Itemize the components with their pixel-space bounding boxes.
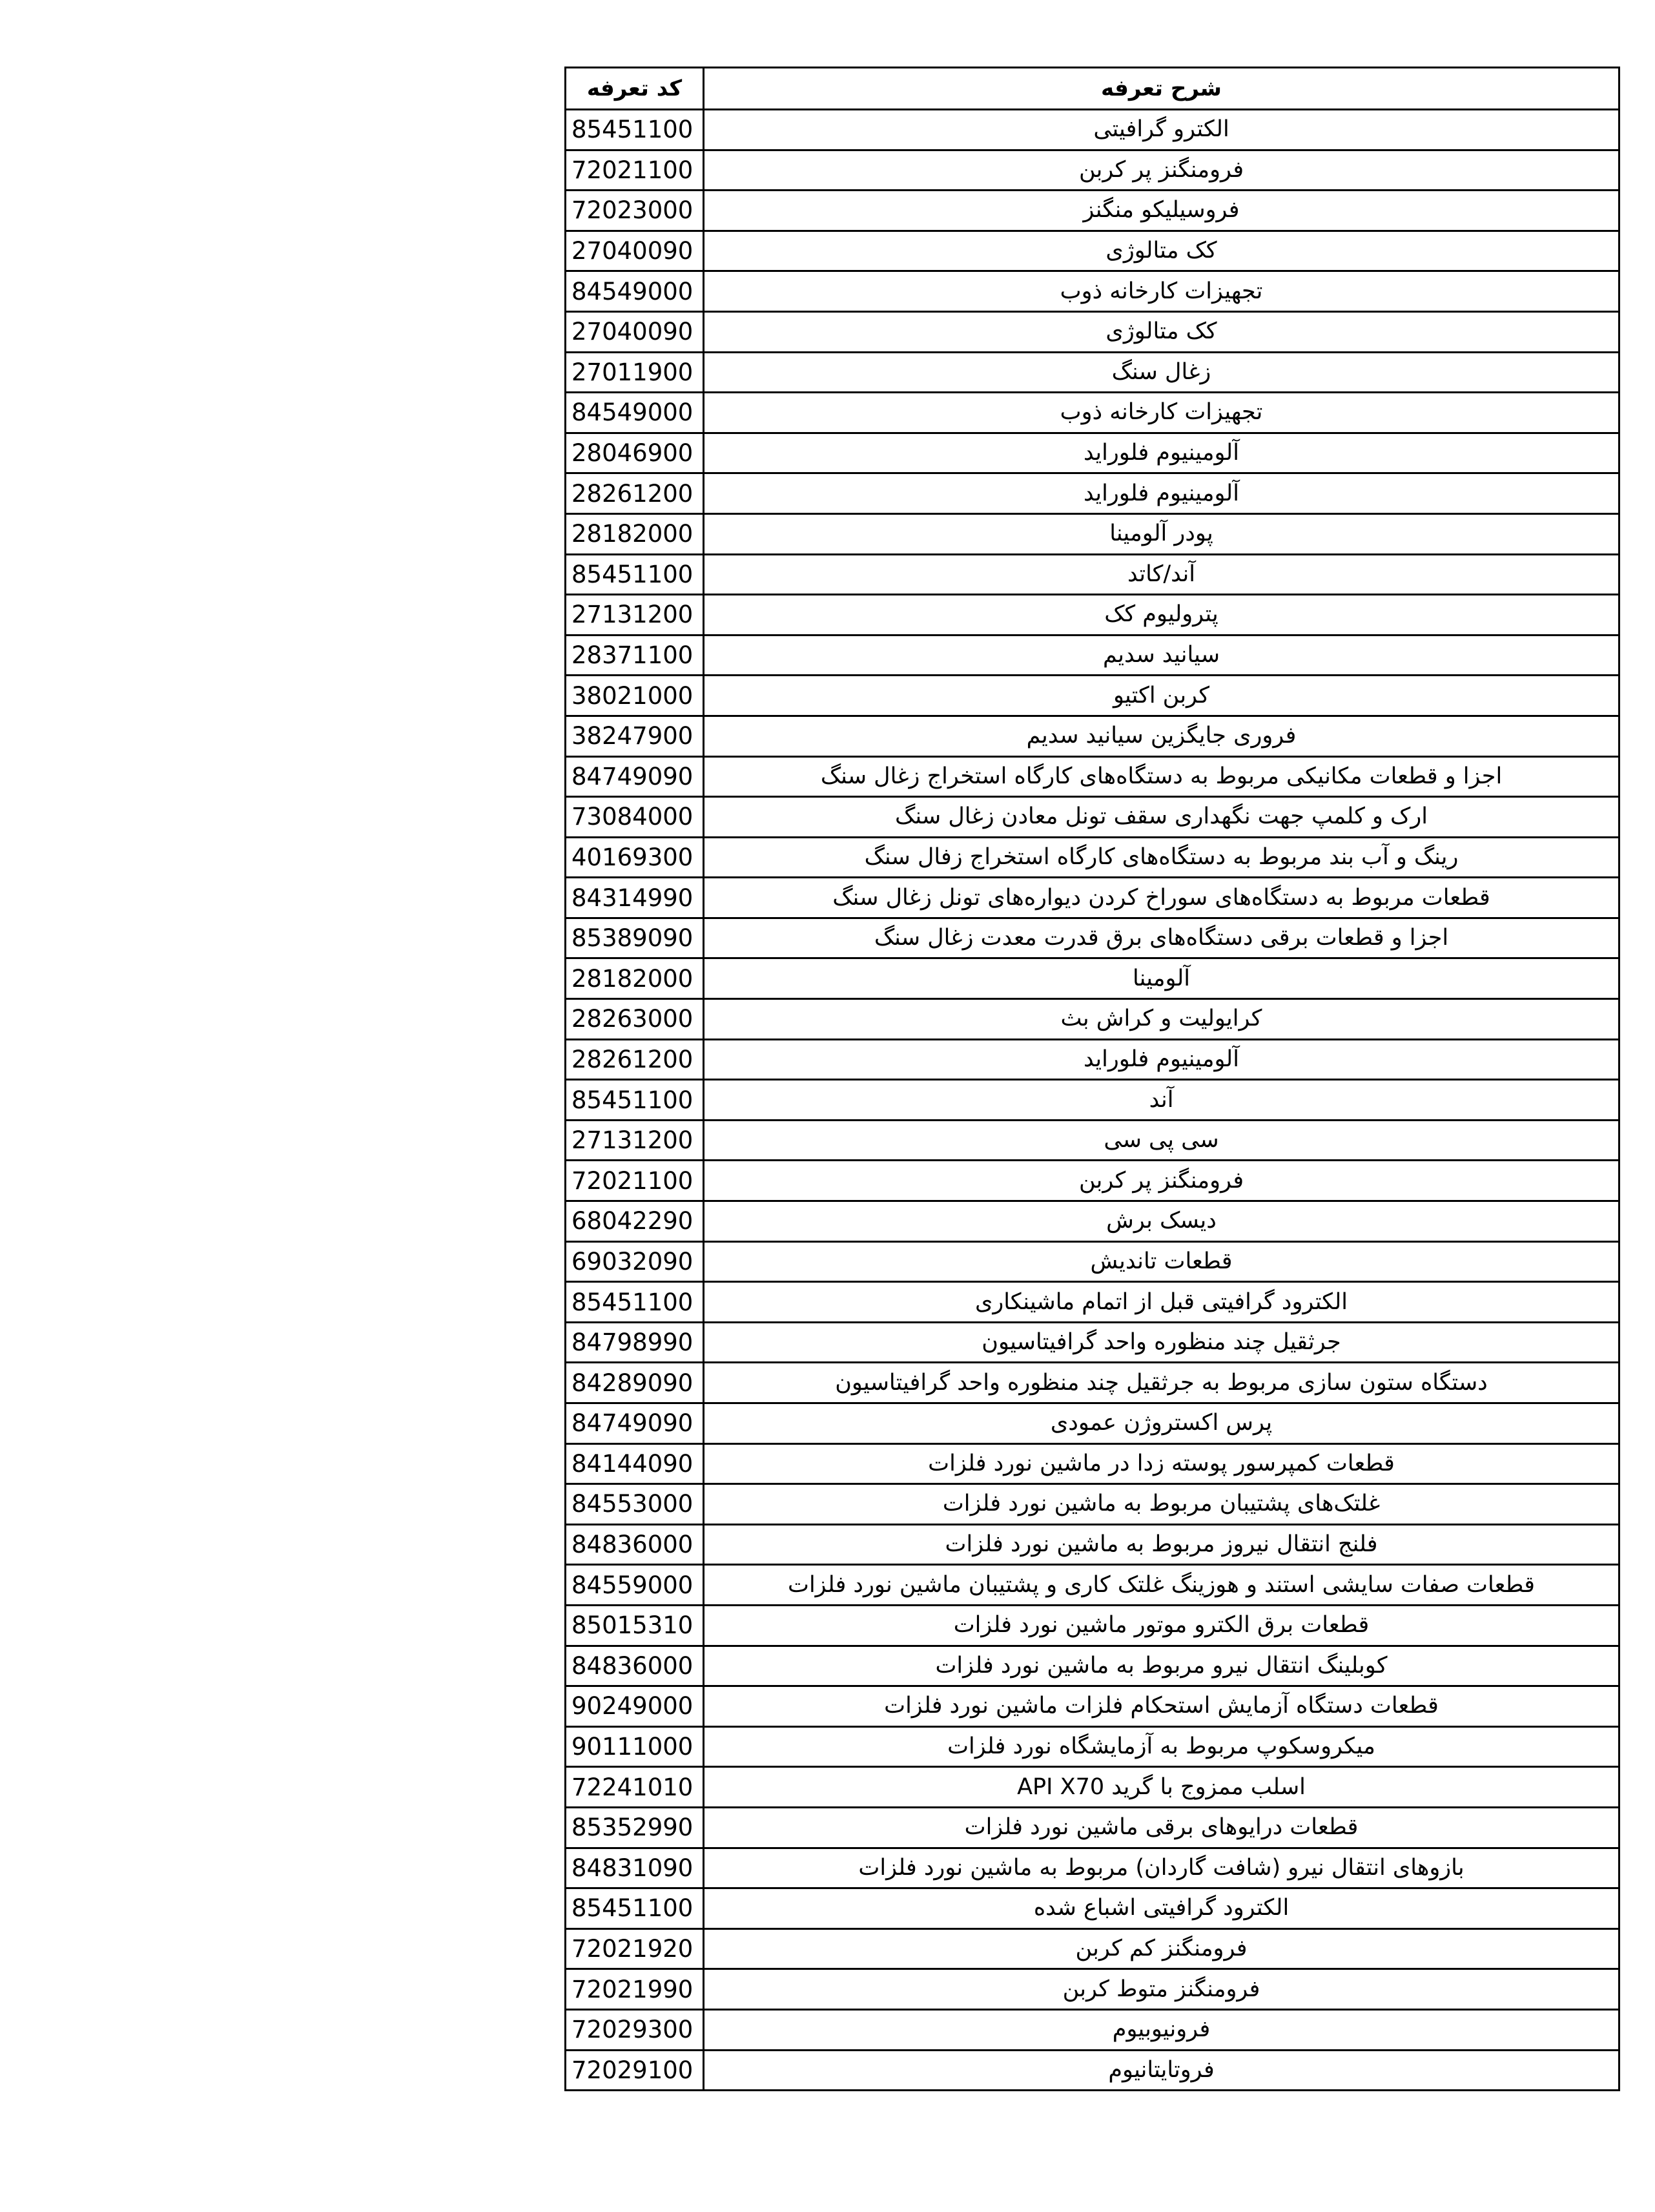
table-row xyxy=(566,1807,1619,1848)
tariff-table xyxy=(564,67,1620,2091)
tariff-code-cell: 85352990 xyxy=(566,1807,704,1848)
tariff-code-cell: 28046900 xyxy=(566,433,704,473)
tariff-description-cell: پودر آلومینا xyxy=(704,513,1619,554)
table-row xyxy=(566,635,1619,676)
table-row xyxy=(566,1403,1619,1444)
table-row xyxy=(566,1524,1619,1565)
table-row xyxy=(566,1443,1619,1484)
tariff-code-cell: 38021000 xyxy=(566,676,704,716)
table-row xyxy=(566,676,1619,716)
tariff-description-cell: فرومنگنز پر کربن xyxy=(704,150,1619,191)
tariff-description-cell: فروری جایگزین سیانید سدیم xyxy=(704,716,1619,756)
tariff-description-cell: قطعات مربوط به دستگاه‌های سوراخ کردن دیواره‌های تونل زغال سنگ xyxy=(704,878,1619,918)
tariff-code-cell: 72021100 xyxy=(566,150,704,191)
tariff-code-cell: 85451100 xyxy=(566,110,704,150)
tariff-code-cell: 28182000 xyxy=(566,513,704,554)
tariff-code-cell: 84831090 xyxy=(566,1848,704,1888)
tariff-code-cell: 28261200 xyxy=(566,1039,704,1080)
tariff-description-cell: آلومینیوم فلوراید xyxy=(704,433,1619,473)
table-row xyxy=(566,918,1619,958)
tariff-description-cell: آند/کاتد xyxy=(704,554,1619,595)
table-row xyxy=(566,1484,1619,1525)
table-row xyxy=(566,797,1619,838)
table-row xyxy=(566,878,1619,918)
tariff-description-cell: آلومینیوم فلوراید xyxy=(704,473,1619,514)
table-row xyxy=(566,1241,1619,1282)
table-row xyxy=(566,1565,1619,1606)
table-row xyxy=(566,837,1619,878)
table-row xyxy=(566,1767,1619,1808)
tariff-description-cell: کرایولیت و کراش بث xyxy=(704,999,1619,1040)
tariff-description-cell: آلومینا xyxy=(704,958,1619,999)
tariff-description-cell: فرومنگنز متوط کربن xyxy=(704,1969,1619,2010)
tariff-code-cell: 84549000 xyxy=(566,393,704,433)
table-row xyxy=(566,2050,1619,2091)
table-row xyxy=(566,1605,1619,1646)
tariff-description-cell: فرونیوبیوم xyxy=(704,2009,1619,2050)
header-tariff-description: شرح تعرفه xyxy=(704,68,1619,110)
tariff-code-cell: 84559000 xyxy=(566,1565,704,1606)
tariff-description-cell: کک متالوژی xyxy=(704,231,1619,271)
tariff-code-cell: 85389090 xyxy=(566,918,704,958)
table-row xyxy=(566,473,1619,514)
tariff-code-cell: 28263000 xyxy=(566,999,704,1040)
tariff-code-cell: 27011900 xyxy=(566,352,704,393)
tariff-description-cell: رینگ و آب بند مربوط به دستگاه‌های کارگاه استخراج زفال سنگ xyxy=(704,837,1619,878)
table-row xyxy=(566,1322,1619,1363)
tariff-description-cell: فرومنگنز پر کربن xyxy=(704,1161,1619,1201)
table-row xyxy=(566,1120,1619,1161)
tariff-description-cell: اجزا و قطعات برقی دستگاه‌های برق قدرت معدت زغال سنگ xyxy=(704,918,1619,958)
tariff-code-cell: 72021920 xyxy=(566,1928,704,1969)
tariff-description-cell: کک متالوژی xyxy=(704,311,1619,352)
table-row xyxy=(566,595,1619,636)
tariff-code-cell: 90111000 xyxy=(566,1726,704,1767)
table-row xyxy=(566,999,1619,1040)
table-row xyxy=(566,1848,1619,1888)
table-row xyxy=(566,1039,1619,1080)
table-row xyxy=(566,958,1619,999)
tariff-description-cell: الکترود گرافیتی قبل از اتمام ماشینکاری xyxy=(704,1282,1619,1323)
tariff-description-cell: اجزا و قطعات مکانیکی مربوط به دستگاه‌های کارگاه استخراج زغال سنگ xyxy=(704,756,1619,797)
tariff-description-cell: بازوهای انتقال نیرو (شافت گاردان) مربوط به ماشین نورد فلزات xyxy=(704,1848,1619,1888)
tariff-description-cell: غلتک‌های پشتیبان مربوط به ماشین نورد فلزات xyxy=(704,1484,1619,1525)
tariff-description-cell: کربن اکتیو xyxy=(704,676,1619,716)
tariff-code-cell: 28261200 xyxy=(566,473,704,514)
tariff-description-cell: الکترود گرافیتی اشباع شده xyxy=(704,1888,1619,1929)
table-row xyxy=(566,191,1619,231)
tariff-code-cell: 84749090 xyxy=(566,1403,704,1444)
table-row xyxy=(566,1928,1619,1969)
table-row xyxy=(566,110,1619,150)
table-row xyxy=(566,1726,1619,1767)
tariff-code-cell: 85451100 xyxy=(566,1888,704,1929)
table-row xyxy=(566,1363,1619,1403)
table-row xyxy=(566,1080,1619,1121)
tariff-code-cell: 85451100 xyxy=(566,1080,704,1121)
tariff-description-cell: قطعات صفات سایشی استند و هوزینگ غلتک کاری و پشتیبان ماشین نورد فلزات xyxy=(704,1565,1619,1606)
tariff-code-cell: 90249000 xyxy=(566,1686,704,1727)
tariff-code-cell: 72021100 xyxy=(566,1161,704,1201)
tariff-code-cell: 28182000 xyxy=(566,958,704,999)
tariff-description-cell: قطعات کمپرسور پوسته زدا در ماشین نورد فلزات xyxy=(704,1443,1619,1484)
table-row xyxy=(566,1969,1619,2010)
table-row xyxy=(566,513,1619,554)
tariff-code-cell: 27131200 xyxy=(566,595,704,636)
table-row xyxy=(566,271,1619,312)
tariff-code-cell: 85015310 xyxy=(566,1605,704,1646)
tariff-description-cell: دستگاه ستون سازی مربوط به جرثقیل چند منظوره واحد گرافیتاسیون xyxy=(704,1363,1619,1403)
tariff-code-cell: 73084000 xyxy=(566,797,704,838)
tariff-code-cell: 84549000 xyxy=(566,271,704,312)
tariff-code-cell: 84144090 xyxy=(566,1443,704,1484)
tariff-description-cell: قطعات دستگاه آزمایش استحکام فلزات ماشین نورد فلزات xyxy=(704,1686,1619,1727)
table-row xyxy=(566,1201,1619,1242)
table-body xyxy=(566,110,1619,2091)
table-header-row xyxy=(566,68,1619,110)
tariff-description-cell: سیانید سدیم xyxy=(704,635,1619,676)
tariff-description-cell: تجهیزات کارخانه ذوب xyxy=(704,393,1619,433)
table-row xyxy=(566,311,1619,352)
tariff-code-cell: 72021990 xyxy=(566,1969,704,2010)
table-row xyxy=(566,1646,1619,1686)
tariff-description-cell: فرومنگنز کم کربن xyxy=(704,1928,1619,1969)
table-row xyxy=(566,150,1619,191)
tariff-code-cell: 84836000 xyxy=(566,1646,704,1686)
tariff-code-cell: 84553000 xyxy=(566,1484,704,1525)
tariff-code-cell: 84798990 xyxy=(566,1322,704,1363)
tariff-code-cell: 38247900 xyxy=(566,716,704,756)
table-row xyxy=(566,433,1619,473)
tariff-description-cell: سی پی سی xyxy=(704,1120,1619,1161)
table-row xyxy=(566,2009,1619,2050)
tariff-code-cell: 27040090 xyxy=(566,231,704,271)
tariff-description-cell: میکروسکوپ مربوط به آزمایشگاه نورد فلزات xyxy=(704,1726,1619,1767)
table-row xyxy=(566,352,1619,393)
tariff-code-cell: 72029100 xyxy=(566,2050,704,2091)
tariff-description-cell: فلنج انتقال نیروز مربوط به ماشین نورد فلزات xyxy=(704,1524,1619,1565)
tariff-description-cell: ارک و کلمپ جهت نگهداری سقف تونل معادن زغال سنگ xyxy=(704,797,1619,838)
tariff-description-cell: قطعات درایوهای برقی ماشین نورد فلزات xyxy=(704,1807,1619,1848)
tariff-description-cell: آند xyxy=(704,1080,1619,1121)
tariff-code-cell: 84836000 xyxy=(566,1524,704,1565)
tariff-code-cell: 72023000 xyxy=(566,191,704,231)
tariff-code-cell: 68042290 xyxy=(566,1201,704,1242)
table-row xyxy=(566,756,1619,797)
table-row xyxy=(566,1161,1619,1201)
tariff-description-cell: پرس اکستروژن عمودی xyxy=(704,1403,1619,1444)
tariff-description-cell: آلومینیوم فلوراید xyxy=(704,1039,1619,1080)
table-row xyxy=(566,393,1619,433)
tariff-code-cell: 72241010 xyxy=(566,1767,704,1808)
table-row xyxy=(566,1686,1619,1727)
tariff-description-cell: جرثقیل چند منظوره واحد گرافیتاسیون xyxy=(704,1322,1619,1363)
tariff-description-cell: تجهیزات کارخانه ذوب xyxy=(704,271,1619,312)
tariff-description-cell: اسلب ممزوج با گرید API X70 xyxy=(704,1767,1619,1808)
table-row xyxy=(566,231,1619,271)
header-tariff-code: کد تعرفه xyxy=(566,68,704,110)
tariff-description-cell: قطعات تاندیش xyxy=(704,1241,1619,1282)
tariff-code-cell: 84314990 xyxy=(566,878,704,918)
tariff-code-cell: 72029300 xyxy=(566,2009,704,2050)
tariff-code-cell: 84289090 xyxy=(566,1363,704,1403)
tariff-description-cell: کوبلینگ انتقال نیرو مربوط به ماشین نورد فلزات xyxy=(704,1646,1619,1686)
tariff-description-cell: فروتایتانیوم xyxy=(704,2050,1619,2091)
tariff-code-cell: 84749090 xyxy=(566,756,704,797)
tariff-code-cell: 69032090 xyxy=(566,1241,704,1282)
tariff-description-cell: قطعات برق الکترو موتور ماشین نورد فلزات xyxy=(704,1605,1619,1646)
tariff-description-cell: فروسیلیکو منگنز xyxy=(704,191,1619,231)
tariff-code-cell: 40169300 xyxy=(566,837,704,878)
tariff-description-cell: زغال سنگ xyxy=(704,352,1619,393)
table-row xyxy=(566,716,1619,756)
tariff-code-cell: 85451100 xyxy=(566,1282,704,1323)
tariff-description-cell: دیسک برش xyxy=(704,1201,1619,1242)
tariff-description-cell: الکترو گرافیتی xyxy=(704,110,1619,150)
tariff-code-cell: 27040090 xyxy=(566,311,704,352)
table-row xyxy=(566,554,1619,595)
tariff-code-cell: 27131200 xyxy=(566,1120,704,1161)
tariff-description-cell: پترولیوم کک xyxy=(704,595,1619,636)
tariff-code-cell: 28371100 xyxy=(566,635,704,676)
table-row xyxy=(566,1282,1619,1323)
tariff-code-cell: 85451100 xyxy=(566,554,704,595)
table-row xyxy=(566,1888,1619,1929)
